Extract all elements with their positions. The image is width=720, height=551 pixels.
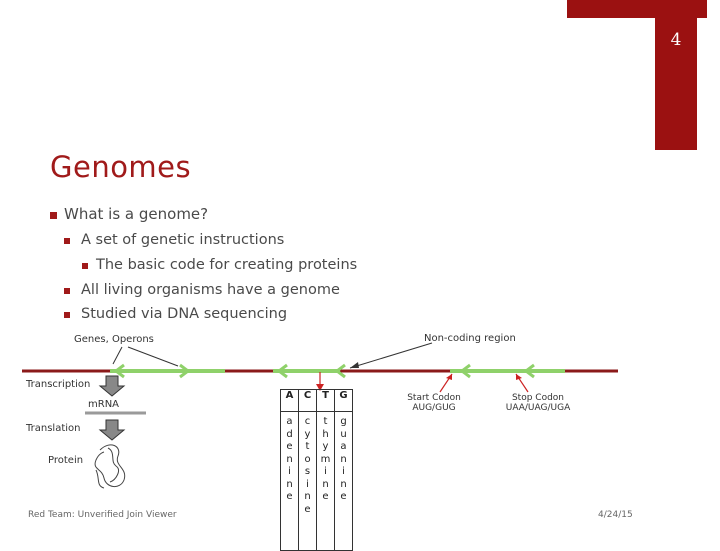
nucleotide-name: a d e n i n e bbox=[281, 412, 299, 551]
genes-operons-label: Genes, Operons bbox=[74, 334, 154, 345]
noncoding-pointer bbox=[350, 343, 432, 368]
bullet-l3: The basic code for creating proteins bbox=[96, 257, 358, 273]
footer-left: Red Team: Unverified Join Viewer bbox=[28, 510, 177, 520]
stop-codon-sequence: UAA/UAG/UGA bbox=[505, 403, 571, 413]
protein-label: Protein bbox=[48, 455, 84, 466]
page-number: 4 bbox=[670, 30, 682, 50]
translation-arrow-icon bbox=[100, 420, 124, 440]
nucleotide-header: G bbox=[335, 390, 353, 412]
nucleotide-header: A bbox=[281, 390, 299, 412]
nucleotide-name: c y t o s i n e bbox=[299, 412, 317, 551]
nucleotide-name: g u a n i n e bbox=[335, 412, 353, 551]
start-codon-label bbox=[404, 393, 464, 413]
nucleotide-header: C bbox=[299, 390, 317, 412]
noncoding-region-label: Non-coding region bbox=[424, 333, 516, 344]
slide-title: Genomes bbox=[50, 150, 192, 184]
footer-date: 4/24/15 bbox=[598, 510, 633, 520]
mrna-label: mRNA bbox=[88, 399, 120, 410]
nucleotide-header: T bbox=[317, 390, 335, 412]
genes-pointer bbox=[113, 347, 122, 364]
start-codon-title: Start Codon bbox=[407, 393, 461, 403]
start-codon-sequence: AUG/GUG bbox=[412, 403, 456, 413]
nucleotide-name: t h y m i n e bbox=[317, 412, 335, 551]
bullet-l2: Studied via DNA sequencing bbox=[81, 306, 288, 322]
protein-icon bbox=[95, 445, 125, 488]
stop-codon-title: Stop Codon bbox=[511, 393, 565, 403]
bullet-l2: All living organisms have a genome bbox=[81, 282, 340, 298]
noncoding-arrowhead bbox=[350, 362, 359, 368]
nucleotide-table bbox=[280, 389, 353, 551]
stop-codon-label bbox=[500, 393, 576, 413]
genes-pointer bbox=[128, 347, 178, 366]
bullet-l2: A set of genetic instructions bbox=[81, 232, 285, 248]
translation-label: Translation bbox=[26, 423, 81, 434]
bullet-l1: What is a genome? bbox=[64, 205, 209, 223]
transcription-label: Transcription bbox=[26, 379, 91, 390]
transcription-arrow-icon bbox=[100, 376, 124, 396]
